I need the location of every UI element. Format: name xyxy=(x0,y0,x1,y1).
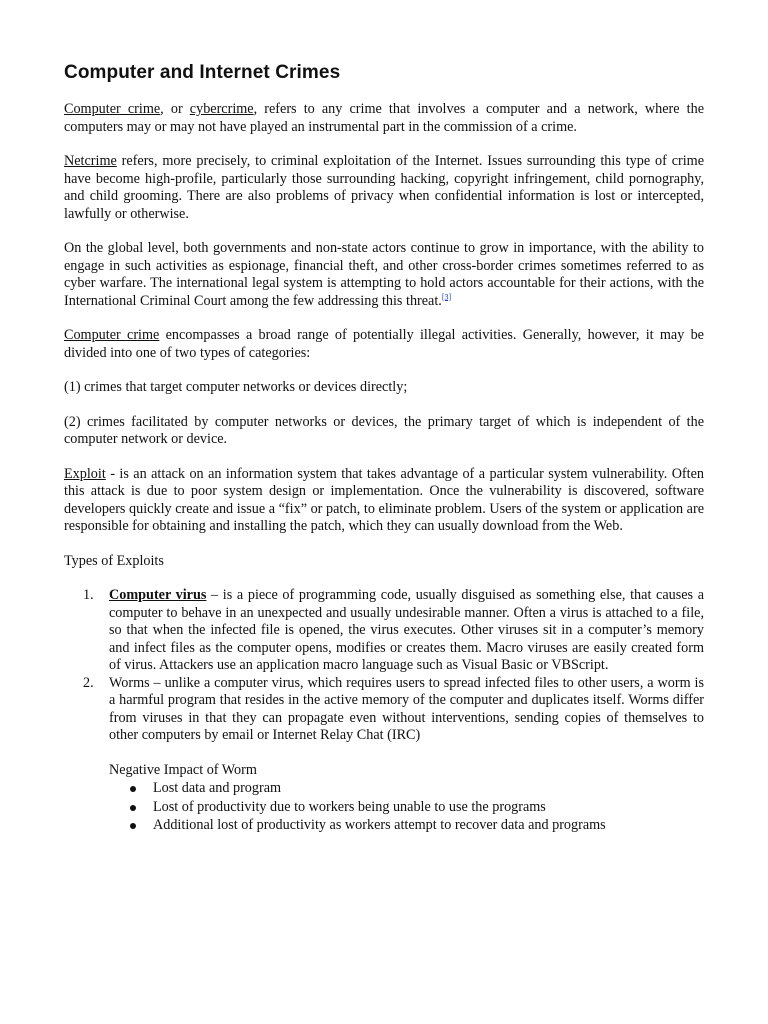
paragraph-global-level xyxy=(64,240,704,310)
bullet-item xyxy=(130,779,704,798)
bullet-text: Additional lost of productivity as workers attempt to recover data and programs xyxy=(153,817,606,833)
types-of-exploits-heading: Types of Exploits xyxy=(64,552,164,569)
paragraph-exploit xyxy=(64,466,704,536)
paragraph-text: On the global level, both governments and non-state actors continue to grow in importance, with the ability to engage in such activities as espionage, financial theft, and other cross-border crimes sometimes referred to as cyber warfare. The international legal system is attempting to hold actors accountable for their actions, with the International Criminal Court among the few addressing this threat. xyxy=(64,240,704,309)
netcrime-link[interactable]: Netcrime xyxy=(64,153,117,169)
paragraph-text: , refers to any crime that involves a computer and a network, where the computers may or may not have played an instrumental part in the commission of a crime. xyxy=(64,101,704,135)
cybercrime-link[interactable]: cybercrime xyxy=(189,101,254,117)
paragraph-computer-crime-scope xyxy=(64,327,704,362)
separator-text: , or xyxy=(160,101,190,117)
bullet-text: Lost of productivity due to workers being unable to use the programs xyxy=(153,798,546,815)
list-item-worms xyxy=(64,675,704,745)
bullet-icon xyxy=(130,823,136,829)
list-number: 1. xyxy=(83,587,94,603)
paragraph-text: encompasses a broad range of potentially illegal activities. Generally, however, it may be divided into one of two types of categories: xyxy=(64,327,704,361)
computer-virus-term: Computer virus xyxy=(109,587,207,603)
paragraph-computer-crime-definition xyxy=(64,101,704,136)
bullet-item xyxy=(130,816,704,835)
list-item-text: – is a piece of programming code, usually disguised as something else, that causes a computer to behave in an unexpected and usually undesirable manner. Often a virus is attached to a file, so that when the infected file is opened, the virus executes. Other viruses sit in a computer’s memory and infect files as the computer opens, modifies or creates them. Macro viruses are easily created form of virus. Attackers use an application macro language such as Visual Basic or VBScript. xyxy=(109,587,705,673)
bullet-icon xyxy=(130,805,136,811)
paragraph-category-2: (2) crimes facilitated by computer networks or devices, the primary target of which is independent of the computer network or device. xyxy=(64,413,704,447)
bullet-item xyxy=(130,798,704,817)
bullet-icon xyxy=(130,786,136,792)
worm-impact-list xyxy=(64,779,704,835)
list-item-text: Worms – unlike a computer virus, which requires users to spread infected files to other users, a worm is a harmful program that resides in the active memory of the computer and duplicates itself. Worms differ from viruses in that they can propagate even without interventions, sending copies of themselves to other computers by email or Internet Relay Chat (IRC) xyxy=(109,674,704,743)
bullet-text: Lost data and program xyxy=(153,780,282,796)
reference-link[interactable]: [3] xyxy=(441,291,452,301)
computer-crime-link[interactable]: Computer crime xyxy=(64,327,160,343)
list-number: 2. xyxy=(83,674,94,691)
paragraph-netcrime xyxy=(64,153,704,223)
list-item-computer-virus xyxy=(64,587,704,675)
computer-crime-link[interactable]: Computer crime xyxy=(64,101,161,117)
paragraph-text: - is an attack on an information system that takes advantage of a particular system vulnerability. Often this attack is due to poor system design or implementation. Once the vulnerability is discovered, software developers quickly create and issue a “fix” or patch, to eliminate problem. Users of the system or application are responsible for obtaining and installing the patch, which they can usually download from the Web. xyxy=(64,465,704,534)
paragraph-category-1: (1) crimes that target computer networks or devices directly; xyxy=(64,379,408,395)
paragraph-text: refers, more precisely, to criminal exploitation of the Internet. Issues surrounding this type of crime have become high-profile, particularly those surrounding hacking, copyright infringement, child pornography, and child grooming. There are also problems of privacy when confidential information is lost or intercepted, lawfully or otherwise. xyxy=(64,153,704,222)
worm-impact-heading: Negative Impact of Worm xyxy=(109,761,257,778)
exploit-link[interactable]: Exploit xyxy=(64,465,106,482)
page-title: Computer and Internet Crimes xyxy=(64,62,341,83)
exploits-list xyxy=(64,587,704,745)
